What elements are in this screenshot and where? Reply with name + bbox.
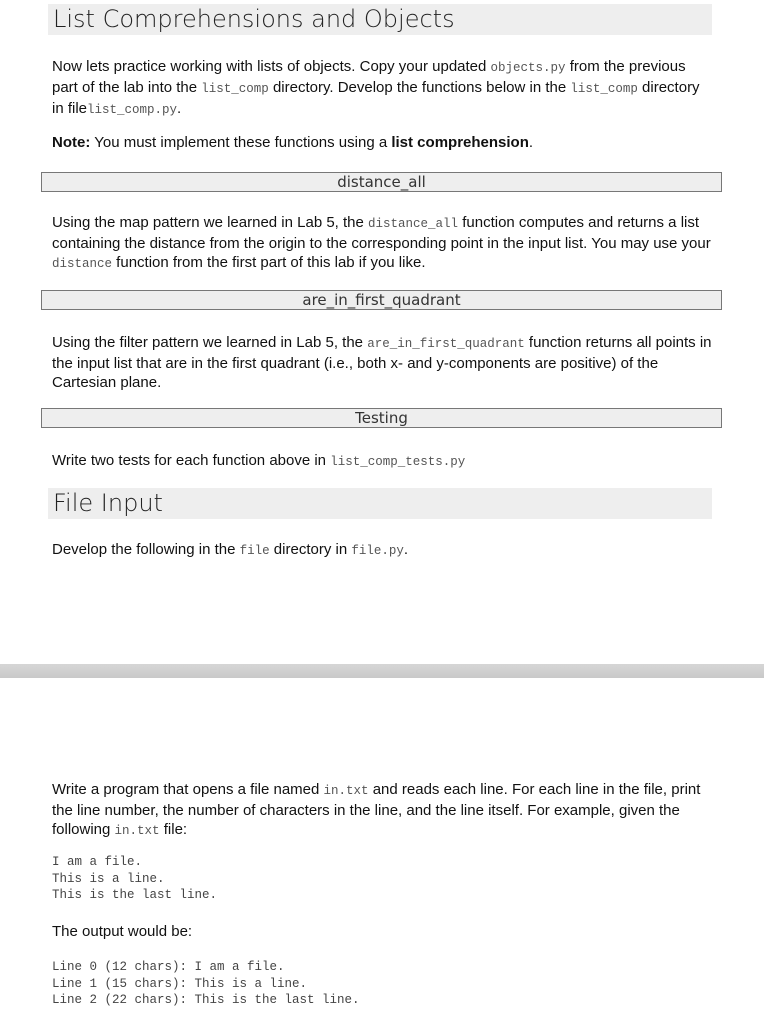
intro-text-1: Now lets practice working with lists of objects. Copy your updated xyxy=(52,58,491,75)
intro-text-3: directory. Develop the functions below in the xyxy=(268,79,571,96)
intro-text-2: from the previous part of the lab into the xyxy=(52,58,686,96)
intro-paragraph xyxy=(52,57,712,120)
heading-distance-all: distance_all xyxy=(41,172,722,192)
are-in-first-quadrant-code: are_in_first_quadrant xyxy=(367,337,525,351)
file-line: This is the last line. xyxy=(52,888,218,902)
file-input-text-1: Develop the following in the xyxy=(52,541,240,558)
list-comp-tests-code: list_comp_tests.py xyxy=(330,455,466,469)
note-label: Note: xyxy=(52,134,91,151)
output-line: Line 1 (15 chars): This is a line. xyxy=(52,976,308,991)
section-title-list-comprehensions: List Comprehensions and Objects xyxy=(48,4,712,35)
file-input-text-3: . xyxy=(403,541,409,558)
program-paragraph xyxy=(52,780,712,841)
intro-text-5: . xyxy=(177,100,182,117)
document-page-2 xyxy=(0,678,764,1024)
quadrant-text-2: function returns all points in the input list that are in the first quadrant (i.e., both x- and y-components are positive) of the Cartesian plane. xyxy=(52,334,712,391)
note-paragraph xyxy=(52,133,712,152)
distance-all-text-1: Using the map pattern we learned in Lab 5, the xyxy=(52,214,369,231)
note-text-1: You must implement these functions using a xyxy=(90,134,392,151)
distance-all-code: distance_all xyxy=(368,217,459,231)
in-txt-code: in.txt xyxy=(323,784,369,798)
distance-all-text-2: function computes and returns a list containing the distance from the origin to the corresponding point in the input list. You may use your xyxy=(52,214,711,252)
section-title-file-input: File Input xyxy=(48,488,712,519)
objects-py-code: objects.py xyxy=(490,61,566,75)
distance-code: distance xyxy=(52,257,113,271)
file-dir-code: file xyxy=(239,544,270,558)
file-py-code: file.py xyxy=(351,544,404,558)
testing-text-1: Write two tests for each function above in xyxy=(52,452,331,469)
output-label: The output would be: xyxy=(52,923,193,940)
program-text-3: file: xyxy=(159,821,188,838)
program-text-2: and reads each line. For each line in the file, print the line number, the number of characters in the line, and the line itself. For example, given the following xyxy=(52,781,701,838)
output-example-block xyxy=(52,959,360,1009)
quadrant-text-1: Using the filter pattern we learned in Lab 5, the xyxy=(52,334,368,351)
note-text-2: . xyxy=(528,134,534,151)
program-text-1: Write a program that opens a file named xyxy=(52,781,324,798)
file-example-block xyxy=(52,854,217,904)
page-break xyxy=(0,664,764,678)
list-comp-dir-code: list_comp xyxy=(201,82,269,96)
testing-paragraph xyxy=(52,451,712,472)
distance-all-paragraph xyxy=(52,213,712,274)
list-comp-dir-code-2: list_comp xyxy=(570,82,638,96)
file-line: I am a file. xyxy=(52,855,143,869)
output-line: Line 0 (12 chars): I am a file. xyxy=(52,960,285,974)
file-input-paragraph xyxy=(52,540,712,561)
distance-all-text-3: function from the first part of this lab if you like. xyxy=(112,254,426,271)
are-in-first-quadrant-paragraph xyxy=(52,333,712,392)
file-line: This is a line. xyxy=(52,871,165,886)
output-line: Line 2 (22 chars): This is the last line. xyxy=(52,993,360,1007)
in-txt-code-2: in.txt xyxy=(114,824,160,838)
file-input-text-2: directory in xyxy=(269,541,352,558)
heading-are-in-first-quadrant: are_in_first_quadrant xyxy=(41,290,722,310)
intro-text-4: directory in file xyxy=(52,79,700,117)
heading-testing: Testing xyxy=(41,408,722,428)
note-strong: list comprehension xyxy=(391,134,529,151)
list-comp-py-code: list_comp.py xyxy=(87,103,178,117)
